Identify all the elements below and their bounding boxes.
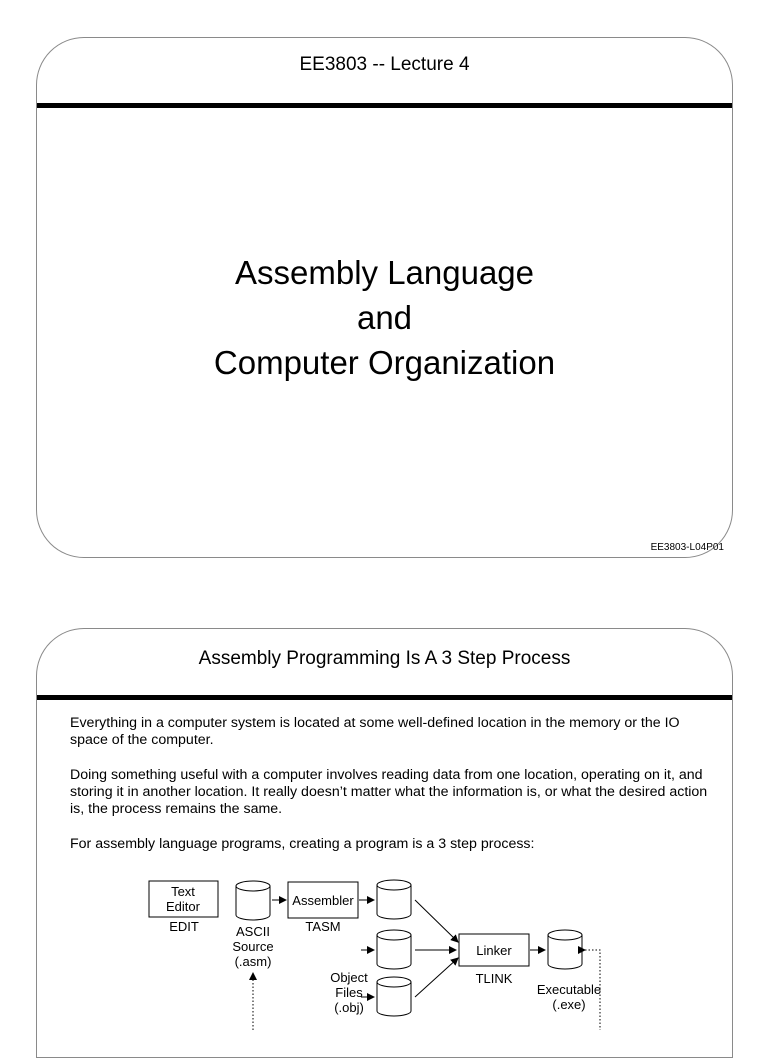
arrow-obj1-to-linker — [415, 900, 458, 942]
ascii-source-line-1: ASCII — [236, 924, 270, 939]
object-file-cylinder-1 — [377, 880, 411, 919]
executable-line-1: Executable — [536, 982, 602, 997]
object-files-line-3: (.obj) — [334, 1000, 364, 1015]
text-editor-line-2: Editor — [166, 899, 200, 914]
linker-caption: TLINK — [475, 971, 513, 986]
title-line-1: Assembly Language — [234, 254, 535, 291]
header-rule — [37, 103, 732, 108]
executable-line-2: (.exe) — [552, 997, 586, 1012]
lecture-header: EE3803 -- Lecture 4 — [299, 54, 470, 75]
ascii-source-line-2: Source — [232, 939, 274, 954]
paragraph-1: Everything in a computer system is located at some well-defined location in the memory or the IO space of the computer. — [70, 715, 680, 748]
slide-main-title — [37, 250, 732, 385]
ascii-source-line-3: (.asm) — [234, 954, 272, 969]
text-editor-caption: EDIT — [169, 919, 199, 934]
ascii-source-cylinder — [236, 881, 270, 920]
header-rule — [37, 695, 732, 700]
arrow-obj3-to-linker — [415, 958, 458, 997]
process-diagram — [37, 870, 734, 1030]
assembler-caption: TASM — [305, 919, 341, 934]
paragraph-2: Doing something useful with a computer involves reading data from one location, operating on it, and storing it in another location. It really doesn’t matter what the information is, or what the desired action is, the process remains the same. — [70, 767, 708, 817]
assembler-label: Assembler — [292, 893, 354, 908]
slide-body — [70, 715, 710, 871]
object-files-line-2: Files — [335, 985, 363, 1000]
object-file-cylinder-3 — [377, 977, 411, 1016]
title-line-3: Computer Organization — [213, 344, 556, 381]
process-slide — [36, 628, 733, 1058]
paragraph-3: For assembly language programs, creating a program is a 3 step process: — [70, 836, 535, 852]
object-files-line-1: Object — [330, 970, 368, 985]
executable-cylinder — [548, 930, 582, 969]
slide-code: EE3803-L04P01 — [650, 542, 724, 553]
object-file-cylinder-2 — [377, 930, 411, 969]
linker-label: Linker — [476, 943, 512, 958]
slide-header: Assembly Programming Is A 3 Step Process — [198, 648, 571, 669]
title-slide — [36, 37, 733, 558]
title-line-2: and — [356, 299, 413, 336]
text-editor-line-1: Text — [171, 884, 195, 899]
